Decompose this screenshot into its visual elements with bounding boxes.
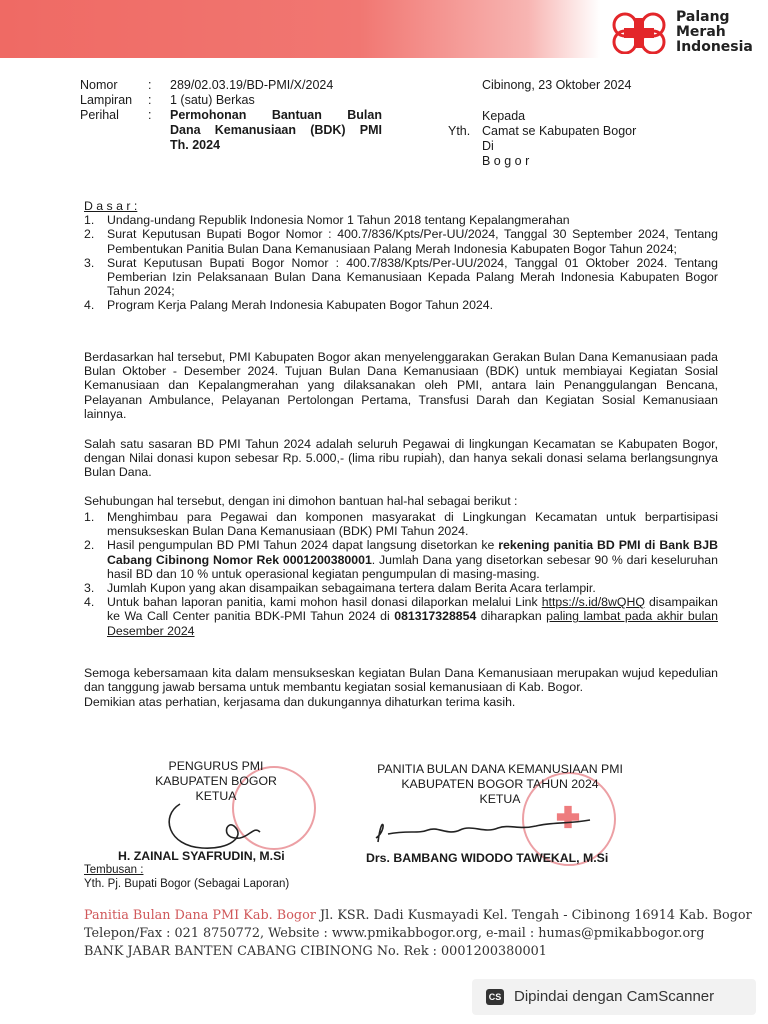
camscanner-text: Dipindai dengan CamScanner	[514, 988, 715, 1005]
dasar-item-number: 2.	[84, 227, 95, 242]
sig-left-line-3: KETUA	[195, 789, 237, 803]
request-item-number: 1.	[84, 510, 95, 524]
paragraph-5: Demikian atas perhatian, kerjasama dan dukungannya dihaturkan terima kasih.	[84, 695, 516, 709]
request-item-number: 2.	[84, 538, 95, 553]
logo-line-1: Palang	[676, 9, 730, 25]
red-cross-icon	[612, 12, 666, 54]
lampiran-value: 1 (satu) Berkas	[170, 93, 255, 107]
paragraph-1: Berdasarkan hal tersebut, PMI Kabupaten Bogor akan menyelenggarakan Gerakan Bulan Dana Kemanusiaan pada Bulan Oktober - Desember 2024. Tujuan Bulan Dana Kemanusiaan (BDK) untuk membiayai Kegiatan Sosial Kemanusiaan dan Kepalangmerahan yang dilaksanakan oleh PMI, antara lain Penanggulangan Bencana, Pelayanan Ambulance, Pelayanan Pertolongan Pertama, Transfusi Darah dan Kegiatan Sosial Kemanusiaan lainnya.	[84, 350, 718, 421]
dasar-item	[84, 256, 718, 299]
request-item-text	[107, 595, 718, 638]
paragraph-3: Sehubungan hal tersebut, dengan ini dimohon bantuan hal-hal sebagai berikut :	[84, 494, 518, 508]
dasar-item-text: Undang-undang Republik Indonesia Nomor 1 Tahun 2018 tentang Kepalangmerahan	[107, 213, 570, 228]
sig-right-line-1: PANITIA BULAN DANA KEMANUSIAAN PMI	[377, 762, 623, 776]
footer-bank: BANK JABAR BANTEN CABANG CIBINONG No. Rek : 0001200380001	[84, 944, 547, 959]
dasar-item-text: Program Kerja Palang Merah Indonesia Kabupaten Bogor Tahun 2024.	[107, 298, 494, 313]
yth-label: Yth.	[448, 124, 471, 138]
request-item-text: Menghimbau para Pegawai dan komponen masyarakat di Lingkungan Kecamatan untuk berpartisipasi mensukseskan Bulan Dana Kemanusiaan (BDK) PMI Tahun 2024.	[107, 510, 718, 539]
dasar-item	[84, 227, 718, 255]
tembusan-text: Yth. Pj. Bupati Bogor (Sebagai Laporan)	[84, 878, 290, 890]
kepada-label: Kepada	[482, 109, 526, 123]
call-center-phone: 081317328854	[394, 609, 477, 624]
nomor-value: 289/02.03.19/BD-PMI/X/2024	[170, 78, 334, 92]
left-signature-scribble	[150, 796, 290, 852]
right-signature-scribble	[368, 790, 608, 850]
footer-org: Panitia Bulan Dana PMI Kab. Bogor	[84, 908, 316, 923]
perihal-label: Perihal	[80, 108, 119, 122]
dasar-list	[84, 213, 718, 312]
request-item-text	[107, 538, 718, 581]
header-band	[0, 0, 600, 58]
sig-left-line-1: PENGURUS PMI	[168, 759, 264, 773]
request-2-text-a: Hasil pengumpulan BD PMI Tahun 2024 dapat langsung disetorkan ke	[107, 538, 499, 553]
request-item-number: 3.	[84, 581, 95, 596]
request-4-text-b: disampaikan ke Wa Call Center panitia BDK-PMI Tahun 2024 di	[107, 595, 718, 624]
perihal-line-3: Th. 2024	[170, 138, 221, 152]
dasar-item-number: 1.	[84, 213, 95, 228]
footer-address	[84, 908, 752, 923]
bank-account-text: rekening panitia BD PMI di Bank BJB Cabang Cibinong Nomor Rek 0001200380001	[107, 538, 718, 567]
dasar-item-text: Surat Keputusan Bupati Bogor Nomor : 400.7/838/Kpts/Per-UU/2024, Tanggal 01 Oktober 2024. Tentang Pemberian Izin Pelaksanaan Bulan Dana Kemanusiaan Kepada Palang Merah Indonesia Kabupaten Bogor Tahun 2024;	[107, 255, 718, 299]
report-link[interactable]: https://s.id/8wQHQ	[541, 595, 645, 610]
perihal-colon: :	[148, 108, 152, 122]
logo-text	[676, 10, 753, 55]
perihal-line-2: Dana Kemanusiaan (BDK) PMI	[170, 123, 382, 137]
nomor-label: Nomor	[80, 78, 118, 92]
dasar-item-number: 3.	[84, 255, 95, 270]
footer-street: Jl. KSR. Dadi Kusmayadi Kel. Tengah - Cibinong 16914 Kab. Bogor	[320, 908, 752, 923]
request-4-text-a: Untuk bahan laporan panitia, kami mohon hasil donasi dilaporkan melalui Link	[107, 595, 542, 610]
logo-line-2: Merah	[676, 24, 726, 40]
request-item	[84, 595, 718, 638]
recipient-city: B o g o r	[482, 154, 530, 168]
request-item	[84, 581, 718, 595]
request-item	[84, 538, 718, 581]
dasar-item-text: Surat Keputusan Bupati Bogor Nomor : 400.7/836/Kpts/Per-UU/2024, Tanggal 30 September 2024, Tentang Pembentukan Panitia Bulan Dana Kemanusiaan Palang Merah Indonesia Kabupaten Bogor Tahun 2024;	[107, 227, 718, 256]
lampiran-label: Lampiran	[80, 93, 133, 107]
dasar-section	[84, 199, 718, 313]
sig-right-line-2: KABUPATEN BOGOR TAHUN 2024	[401, 777, 599, 791]
request-item-text: Jumlah Kupon yang akan disampaikan sebagaimana tertera dalam Berita Acara terlampir.	[107, 581, 596, 596]
logo-line-3: Indonesia	[676, 39, 753, 55]
request-item-number: 4.	[84, 595, 95, 610]
sig-left-line-2: KABUPATEN BOGOR	[155, 774, 277, 788]
lampiran-colon: :	[148, 93, 152, 107]
dasar-item-number: 4.	[84, 298, 95, 313]
dasar-heading: D a s a r :	[84, 199, 138, 213]
di-label: Di	[482, 139, 494, 153]
request-list	[84, 510, 718, 638]
deadline-text: paling lambat pada akhir bulan Desember 2024	[107, 609, 718, 638]
dasar-item	[84, 213, 718, 227]
perihal-line-1: Permohonan Bantuan Bulan	[170, 108, 382, 122]
camscanner-watermark	[472, 979, 756, 1015]
camscanner-icon: CS	[486, 989, 504, 1005]
pmi-logo	[612, 10, 762, 58]
request-4-text-c: diharapkan	[476, 609, 547, 624]
paragraph-2: Salah satu sasaran BD PMI Tahun 2024 adalah seluruh Pegawai di lingkungan Kecamatan se Kabupaten Bogor, dengan Nilai donasi kupon sebesar Rp. 5.000,- (lima ribu rupiah), dan hanya sekali donasi selama berlangsungnya Bulan Dana.	[84, 437, 718, 480]
dasar-item	[84, 298, 718, 312]
footer-contact: Telepon/Fax : 021 8750772, Website : www.pmikabbogor.org, e-mail : humas@pmikabbogor.org	[84, 926, 705, 941]
sig-left-name: H. ZAINAL SYAFRUDIN, M.Si	[118, 849, 285, 863]
request-item	[84, 510, 718, 538]
recipient-name: Camat se Kabupaten Bogor	[482, 124, 637, 138]
nomor-colon: :	[148, 78, 152, 92]
sig-right-line-3: KETUA	[479, 792, 521, 806]
request-2-text-b: . Jumlah Dana yang disetorkan sebesar 90 % dari keseluruhan hasil BD dan 10 % untuk operasional kegiatan pengumpulan di masing-masing.	[107, 552, 718, 581]
tembusan-label: Tembusan :	[84, 864, 144, 876]
place-date: Cibinong, 23 Oktober 2024	[482, 78, 632, 92]
sig-right-name: Drs. BAMBANG WIDODO TAWEKAL, M.Si	[366, 851, 609, 865]
paragraph-4: Semoga kebersamaan kita dalam mensukseskan kegiatan Bulan Dana Kemanusiaan merupakan wujud kepedulian dan tanggung jawab bersama untuk membantu kegiatan sosial kemanusiaan di Kab. Bogor.	[84, 666, 718, 695]
